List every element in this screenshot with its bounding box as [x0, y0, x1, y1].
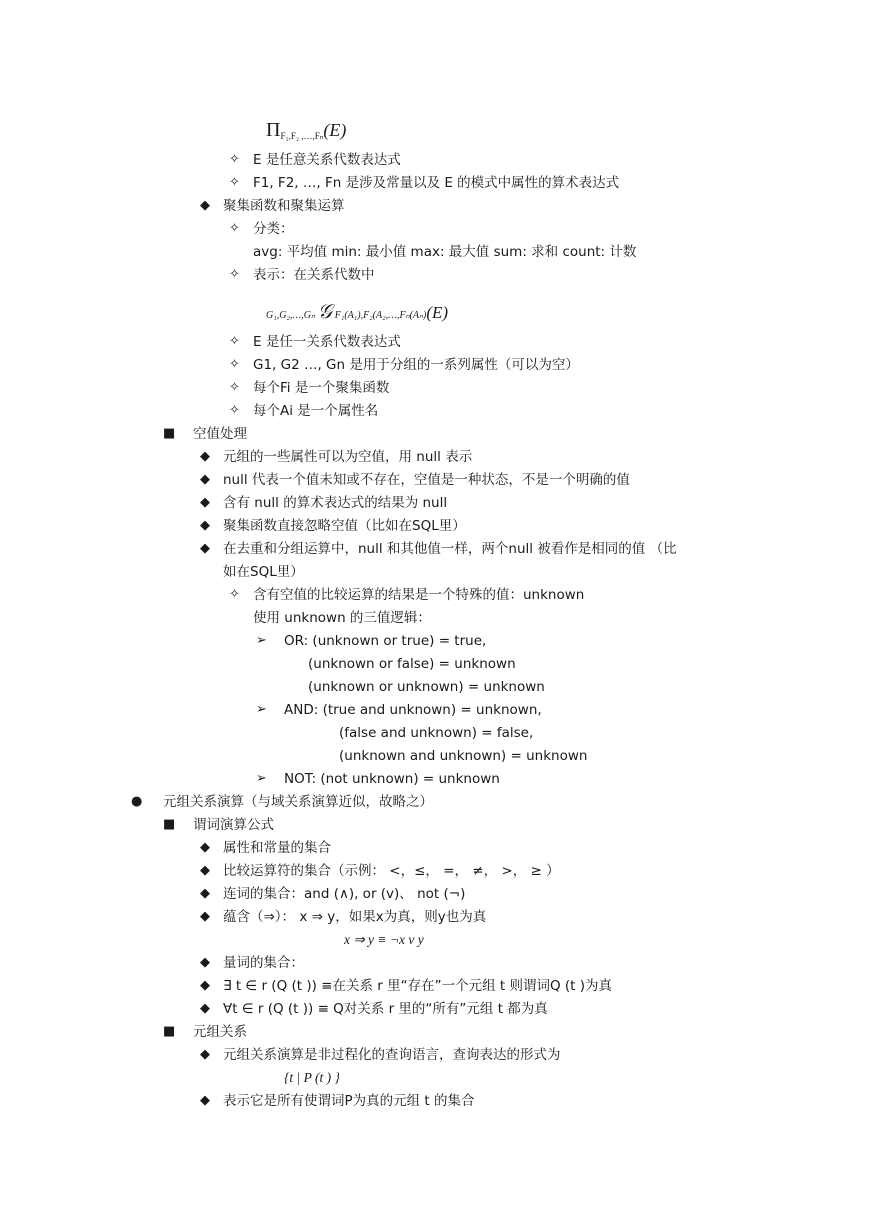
doc-line-text: 聚集函数直接忽略空值（比如在SQL里）	[223, 518, 466, 534]
doc-line-text: 每个Ai 是一个属性名	[253, 403, 379, 419]
doc-line-text: OR: (unknown or true) = true,	[284, 633, 487, 649]
bullet-marker: ◆	[200, 1093, 210, 1108]
bullet-marker: ➢	[256, 771, 267, 786]
bullet-marker: ✧	[229, 152, 240, 167]
bullet-marker: ◆	[200, 1001, 210, 1016]
bullet-marker: ✧	[229, 267, 240, 282]
bullet-marker: ✧	[229, 175, 240, 190]
doc-line-text: (unknown or false) = unknown	[308, 656, 516, 672]
doc-line-text: 使用 unknown 的三值逻辑：	[253, 610, 431, 626]
bullet-marker: ◆	[200, 449, 210, 464]
doc-line-text: 表示：在关系代数中	[253, 267, 375, 283]
bullet-marker: ◆	[200, 955, 210, 970]
doc-line-text: 在去重和分组运算中，null 和其他值一样，两个null 被看作是相同的值 （比	[223, 541, 677, 557]
doc-line-text: ∃ t ∈ r (Q (t )) ≡在关系 r 里“存在”一个元组 t 则谓词Q (t )为真	[223, 978, 613, 994]
pi-argument: (E)	[323, 120, 347, 140]
doc-line-text: 蕴含（⇒）： x ⇒ y，如果x为真，则y也为真	[223, 909, 487, 925]
bullet-marker: ●	[131, 794, 143, 809]
aggregation-symbol: 𝒢	[317, 301, 332, 323]
bullet-marker: ✧	[229, 587, 240, 602]
bullet-marker: ✧	[229, 403, 240, 418]
bullet-marker: ◆	[200, 840, 210, 855]
doc-line-text: AND: (true and unknown) = unknown,	[284, 702, 542, 718]
doc-line-text: x ⇒ y ≡ ¬x v y	[344, 932, 424, 947]
doc-line-text: ∀t ∈ r (Q (t )) ≡ Q对关系 r 里的“所有”元组 t 都为真	[223, 1001, 548, 1017]
pi-symbol: Π	[266, 119, 281, 141]
doc-line-text: 元组关系演算（与域关系演算近似，故略之）	[163, 794, 433, 810]
doc-line-text: 如在SQL里）	[223, 564, 304, 580]
doc-line-text: 比较运算符的集合（示例： <，≤， =， ≠， >， ≥ ）	[223, 863, 560, 879]
bullet-marker: ■	[163, 817, 176, 832]
doc-line-text: NOT: (not unknown) = unknown	[284, 771, 500, 787]
doc-line-text: 连词的集合：and (∧), or (v)、 not (¬)	[223, 886, 466, 902]
aggregation-formula	[266, 301, 448, 327]
doc-line-text: 元组关系	[193, 1024, 247, 1040]
doc-line-text: (unknown and unknown) = unknown	[339, 748, 588, 764]
doc-line-text: G1, G2 …, Gn 是用于分组的一系列属性（可以为空）	[253, 357, 579, 373]
bullet-marker: ◆	[200, 472, 210, 487]
doc-line-text: 空值处理	[193, 426, 247, 442]
doc-line-text: E 是任意关系代数表达式	[253, 152, 401, 168]
doc-line-text: null 代表一个值未知或不存在，空值是一种状态，不是一个明确的值	[223, 472, 630, 488]
bullet-marker: ◆	[200, 909, 210, 924]
bullet-marker: ■	[163, 426, 176, 441]
bullet-marker: ◆	[200, 495, 210, 510]
doc-line-text: 表示它是所有使谓词P为真的元组 t 的集合	[223, 1093, 475, 1109]
bullet-marker: ◆	[200, 863, 210, 878]
bullet-marker: ◆	[200, 978, 210, 993]
doc-line-text: 含有空值的比较运算的结果是一个特殊的值：unknown	[253, 587, 585, 603]
projection-formula	[266, 116, 346, 150]
bullet-marker: ➢	[256, 633, 267, 648]
group-attrs: G₁,G₂,…,Gₙ	[266, 310, 315, 321]
bullet-marker: ◆	[200, 518, 210, 533]
doc-line-text: 聚集函数和聚集运算	[223, 198, 345, 214]
bullet-marker: ◆	[200, 541, 210, 556]
doc-line-text: F1, F2, …, Fn 是涉及常量以及 E 的模式中属性的算术表达式	[253, 175, 620, 191]
bullet-marker: ◆	[200, 886, 210, 901]
agg-argument: (E)	[426, 303, 449, 322]
doc-line-text: 每个Fi 是一个聚集函数	[253, 380, 390, 396]
doc-line-text: 分类：	[253, 221, 294, 237]
bullet-marker: ◆	[200, 198, 210, 213]
bullet-marker: ✧	[229, 221, 240, 236]
doc-line-text: 元组关系演算是非过程化的查询语言，查询表达的形式为	[223, 1047, 561, 1063]
bullet-marker: ➢	[256, 702, 267, 717]
doc-line-text: {t | P (t ) }	[284, 1070, 340, 1085]
doc-line-text: 元组的一些属性可以为空值，用 null 表示	[223, 449, 473, 465]
pi-subscript: F₁,F₂ ,…,Fₙ	[280, 131, 324, 141]
doc-line-text: E 是任一关系代数表达式	[253, 334, 401, 350]
doc-line-text: 谓词演算公式	[193, 817, 274, 833]
doc-line-text: (false and unknown) = false,	[339, 725, 534, 741]
bullet-marker: ■	[163, 1024, 176, 1039]
bullet-marker: ✧	[229, 357, 240, 372]
doc-line-text: (unknown or unknown) = unknown	[308, 679, 545, 695]
doc-line-text: 属性和常量的集合	[223, 840, 331, 856]
doc-line-text: 含有 null 的算术表达式的结果为 null	[223, 495, 448, 511]
bullet-marker: ✧	[229, 380, 240, 395]
bullet-marker: ✧	[229, 334, 240, 349]
agg-functions: F₁(A₁),F₂(A₂,…,Fₙ(Aₙ)	[334, 310, 427, 321]
doc-line-text: avg: 平均值 min: 最小值 max: 最大值 sum: 求和 count: 计数	[253, 244, 637, 260]
doc-line-text: 量词的集合：	[223, 955, 304, 971]
bullet-marker: ◆	[200, 1047, 210, 1062]
